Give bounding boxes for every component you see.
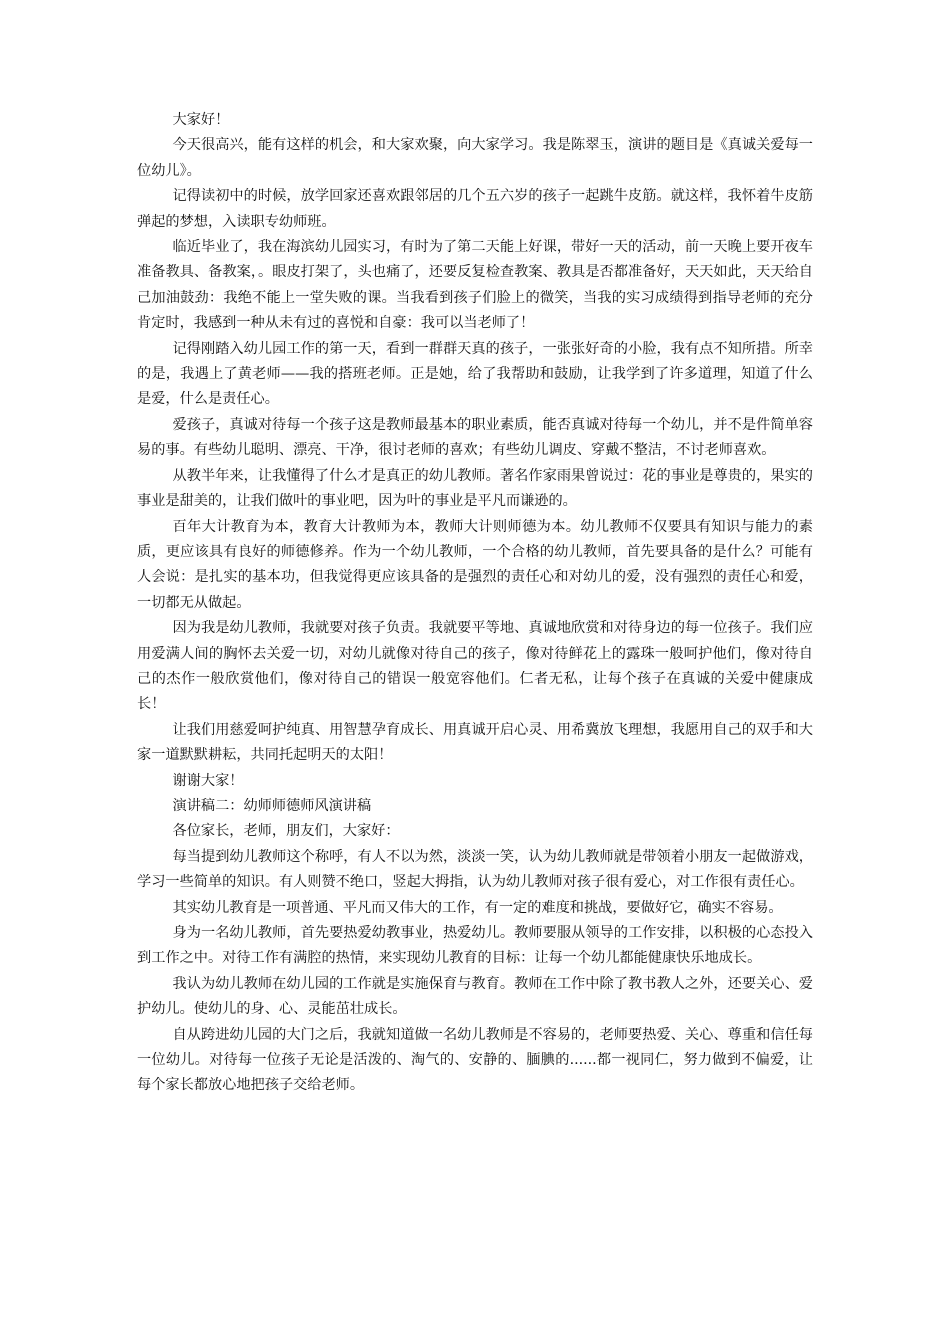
paragraph: 记得读初中的时候，放学回家还喜欢跟邻居的几个五六岁的孩子一起跳牛皮筋。就这样，我怀着牛皮筋弹起的梦想，入读职专幼师班。 (137, 188, 813, 230)
paragraph: 各位家长，老师，朋友们，大家好： (172, 823, 400, 840)
paragraph: 谢谢大家！ (172, 772, 244, 789)
paragraph: 临近毕业了，我在海滨幼儿园实习，有时为了第二天能上好课，带好一天的活动，前一天晚上要开夜车准备教具、备教案，。眼皮打架了，头也痛了，还要反复检查教案、教具是否都准备好，天天如此，天天给自己加油鼓劲：我绝不能上一堂失败的课。当我看到孩子们脸上的微笑，当我的实习成绩得到指导老师的充分肯定时，我感到一种从未有过的喜悦和自豪：我可以当老师了！ (137, 239, 813, 332)
paragraph: 自从跨进幼儿园的大门之后，我就知道做一名幼儿教师是不容易的，老师要热爱、关心、尊重和信任每一位幼儿。对待每一位孩子无论是活泼的、淘气的、安静的、腼腆的......都一视同仁，努力做到不偏爱，让每个家长都放心地把孩子交给老师。 (137, 1026, 813, 1094)
paragraph: 我认为幼儿教师在幼儿园的工作就是实施保育与教育。教师在工作中除了教书教人之外，还要关心、爱护幼儿。使幼儿的身、心、灵能茁壮成长。 (137, 975, 813, 1018)
paragraph: 让我们用慈爱呵护纯真、用智慧孕育成长、用真诚开启心灵、用希冀放飞理想，我愿用自己的双手和大家一道默默耕耘，共同托起明天的太阳！ (137, 721, 813, 764)
paragraph: 今天很高兴，能有这样的机会，和大家欢聚，向大家学习。我是陈翠玉，演讲的题目是《真诚关爱每一位幼儿》。 (137, 137, 813, 179)
paragraph: 身为一名幼儿教师，首先要热爱幼教事业，热爱幼儿。教师要服从领导的工作安排，以积极的心态投入到工作之中。对待工作有满腔的热情，来实现幼儿教育的目标：让每一个幼儿都能健康快乐地成长。 (137, 925, 813, 967)
paragraph: 大家好！ (172, 112, 230, 128)
paragraph: 因为我是幼儿教师，我就要对孩子负责。我就要平等地、真诚地欣赏和对待身边的每一位孩子。我们应用爱满人间的胸怀去关爱一切，对幼儿就像对待自己的孩子，像对待鲜花上的露珠一般呵护他们，像对待自己的杰作一般欣赏他们，像对待自己的错误一般宽容他们。仁者无私，让每个孩子在真诚的关爱中健康成长！ (137, 620, 813, 713)
paragraph: 从教半年来，让我懂得了什么才是真正的幼儿教师。著名作家雨果曾说过：花的事业是尊贵的，果实的事业是甜美的，让我们做叶的事业吧，因为叶的事业是平凡而谦逊的。 (137, 467, 813, 510)
section-heading: 演讲稿二：幼师师德师风演讲稿 (172, 797, 372, 814)
paragraph: 记得刚踏入幼儿园工作的第一天，看到一群群天真的孩子，一张张好奇的小脸，我有点不知所措。所幸的是，我遇上了黄老师——我的搭班老师。正是她，给了我帮助和鼓励，让我学到了许多道理，知道了什么是爱，什么是责任心。 (137, 340, 813, 408)
paragraph: 百年大计教育为本，教育大计教师为本，教师大计则师德为本。幼儿教师不仅要具有知识与能力的素质，更应该具有良好的师德修养。作为一个幼儿教师，一个合格的幼儿教师，首先要具备的是什么？可能有人会说：是扎实的基本功，但我觉得更应该具备的是强烈的责任心和对幼儿的爱，没有强烈的责任心和爱，一切都无从做起。 (137, 518, 813, 611)
document-body (137, 108, 813, 1099)
paragraph: 爱孩子，真诚对待每一个孩子这是教师最基本的职业素质，能否真诚对待每一个幼儿，并不是件简单容易的事。有些幼儿聪明、漂亮、干净，很讨老师的喜欢；有些幼儿调皮、穿戴不整洁，不讨老师喜欢。 (137, 416, 813, 459)
paragraph: 每当提到幼儿教师这个称呼，有人不以为然，淡淡一笑，认为幼儿教师就是带领着小朋友一起做游戏，学习一些简单的知识。有人则赞不绝口，竖起大拇指，认为幼儿教师对孩子很有爱心，对工作很有责任心。 (137, 848, 813, 891)
paragraph: 其实幼儿教育是一项普通、平凡而又伟大的工作，有一定的难度和挑战，要做好它，确实不容易。 (172, 899, 783, 916)
